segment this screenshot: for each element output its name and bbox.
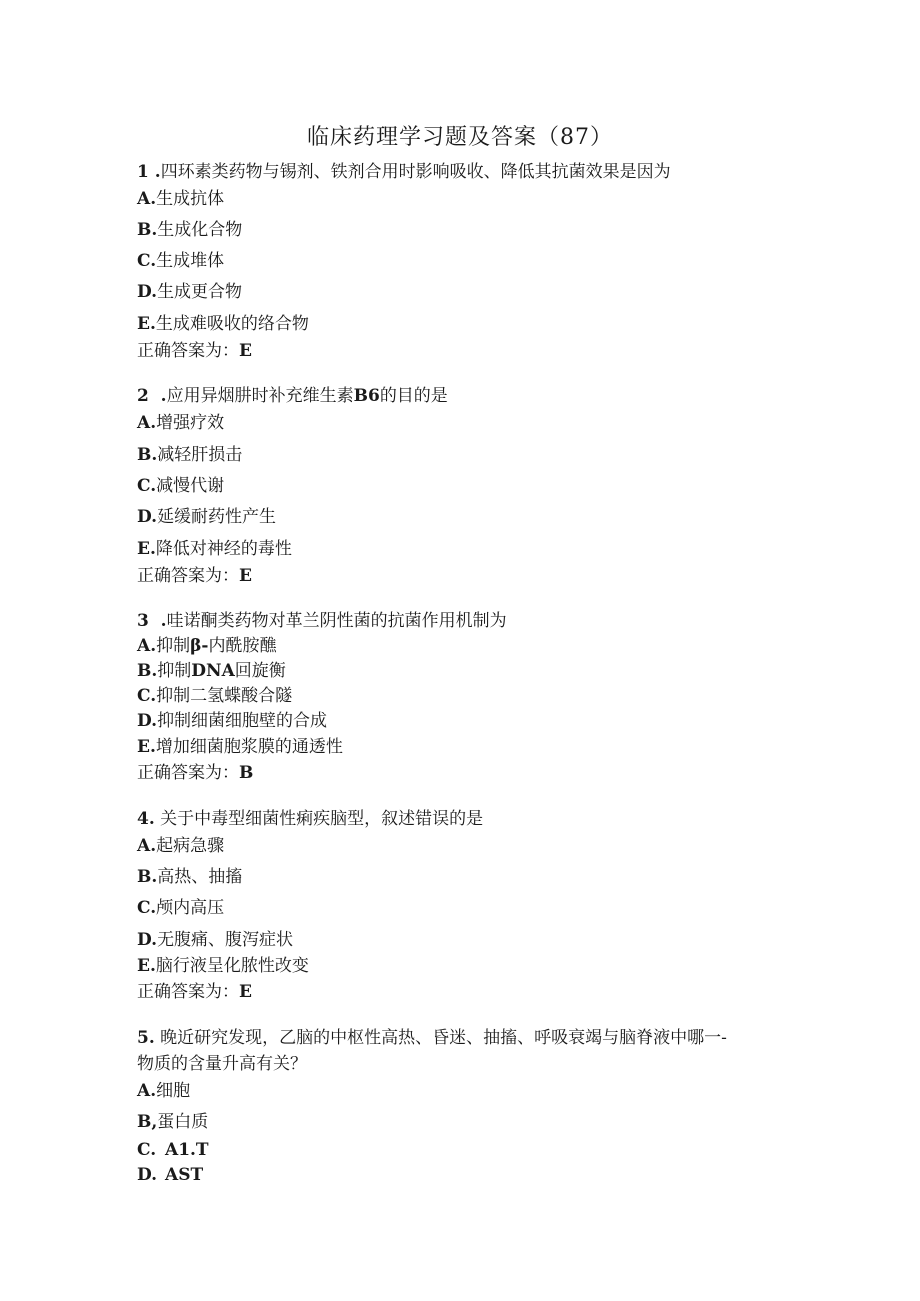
option-letter: C. [137,898,157,918]
option-line [137,475,224,497]
option-line [137,929,293,951]
question-text: 哇诺酮类药物对革兰阴性菌的抗菌作用机制为 [166,611,507,631]
question-separator: . [148,1028,155,1048]
option-letter: A. [137,189,157,209]
option-line [137,219,242,241]
option-text: 生成难吸收的络合物 [155,314,309,334]
option-letter: D. [137,930,158,950]
question-separator: . [148,386,167,406]
option-letter: C. [137,251,157,271]
answer-label: 正确答案为： [137,341,239,361]
option-text: 减轻肝损击 [157,445,243,465]
option-text: 降低对神经的毒性 [155,539,292,559]
question-text: 关于中毒型细菌性痢疾脑型，叙述错误的是 [154,809,484,829]
option-line [137,685,292,707]
option-letter: B. [137,220,158,240]
option-line [137,188,224,210]
question-separator: . [148,809,155,829]
option-letter: C. [137,1140,157,1160]
question-5-stem [137,1027,727,1049]
question-separator: . [148,162,161,182]
option-text: 抑制 [156,636,191,656]
option-text: 脑行液呈化脓性改变 [155,956,309,976]
answer-value: E [239,982,252,1002]
option-text-bold: DNA [191,661,235,681]
answer-label: 正确答案为： [137,982,239,1002]
question-5-stem-cont [137,1053,307,1075]
option-letter: E. [137,314,156,334]
question-2-stem [137,385,448,407]
option-line [137,710,327,732]
option-line [137,1080,190,1102]
option-line [137,897,224,919]
question-text: 的目的是 [379,386,448,406]
option-text: 颅内高压 [156,898,225,918]
option-text: 无腹痛、腹泻症状 [157,930,294,950]
question-3-stem [137,610,507,632]
page-title: 临床药理学习题及答案（87） [307,125,613,150]
option-text: 增加细菌胞浆膜的通透性 [155,737,343,757]
option-line [137,444,242,466]
answer-line [137,565,252,587]
option-letter: B. [137,867,158,887]
option-line [137,736,343,758]
option-text: 抑制 [157,661,192,681]
option-text: 生成化合物 [157,220,243,240]
option-line [137,538,292,560]
option-text: AST [165,1165,204,1185]
question-number: 3 [137,611,149,631]
option-text: A1.T [165,1140,209,1160]
option-letter: A. [137,413,157,433]
option-letter: B. [137,661,158,681]
option-letter: D. [137,1165,158,1185]
option-line [137,1164,203,1186]
option-text: 内酰胺醮 [208,636,277,656]
answer-line [137,762,253,784]
question-number: 2 [137,386,149,406]
option-letter: E. [137,539,156,559]
question-text: 物质的含量升高有关？ [137,1054,307,1074]
option-letter: D. [137,711,158,731]
answer-label: 正确答案为： [137,566,239,586]
option-line [137,250,224,272]
option-line [137,506,276,528]
option-line [137,281,242,303]
option-letter: C. [137,476,157,496]
option-text: 生成抗体 [156,189,225,209]
option-letter: A. [137,1081,157,1101]
question-number: 1 [137,162,149,182]
question-number: 4 [137,809,149,829]
option-text: 回旋衡 [234,661,286,681]
option-text: 延缓耐药性产生 [157,507,277,527]
option-text: 生成更合物 [157,282,243,302]
option-line [137,1139,209,1161]
option-text: 起病急骤 [156,836,225,856]
question-1-stem [137,161,671,183]
option-letter: E. [137,737,156,757]
answer-label: 正确答案为： [137,763,239,783]
option-line [137,635,276,657]
question-text-bold: B6 [353,386,380,406]
option-text: 增强疗效 [156,413,225,433]
option-text: 抑制二氢蝶酸合隧 [156,686,293,706]
option-letter: D. [137,282,158,302]
question-text: 四环素类药物与锡剂、铁剂合用时影响吸收、降低其抗菌效果是因为 [160,162,671,182]
option-text: 减慢代谢 [156,476,225,496]
answer-line [137,340,252,362]
question-text: 应用异烟肼时补充维生素 [166,386,354,406]
option-letter: D. [137,507,158,527]
option-letter: B. [137,445,158,465]
option-text: 蛋白质 [157,1112,209,1132]
answer-value: E [239,566,252,586]
option-line [137,866,242,888]
option-line [137,955,309,977]
option-text: 抑制细菌细胞壁的合成 [157,711,328,731]
option-line [137,835,224,857]
question-separator: . [148,611,167,631]
option-text: 细胞 [156,1081,191,1101]
option-letter: A. [137,836,157,856]
option-text-bold: β- [190,636,209,656]
question-number: 5 [137,1028,149,1048]
option-line [137,1111,208,1133]
option-line [137,660,286,682]
answer-value: E [239,341,252,361]
answer-value: B [239,763,254,783]
option-letter: C. [137,686,157,706]
question-text: 晚近研究发现，乙脑的中枢性高热、昏迷、抽搐、呼吸衰竭与脑脊液中哪一- [154,1028,727,1048]
option-line [137,412,224,434]
question-4-stem [137,808,483,830]
option-letter: B, [137,1112,158,1132]
answer-line [137,981,252,1003]
option-text: 高热、抽搐 [157,867,243,887]
option-text: 生成堆体 [156,251,225,271]
option-letter: E. [137,956,156,976]
option-letter: A. [137,636,157,656]
option-line [137,313,309,335]
